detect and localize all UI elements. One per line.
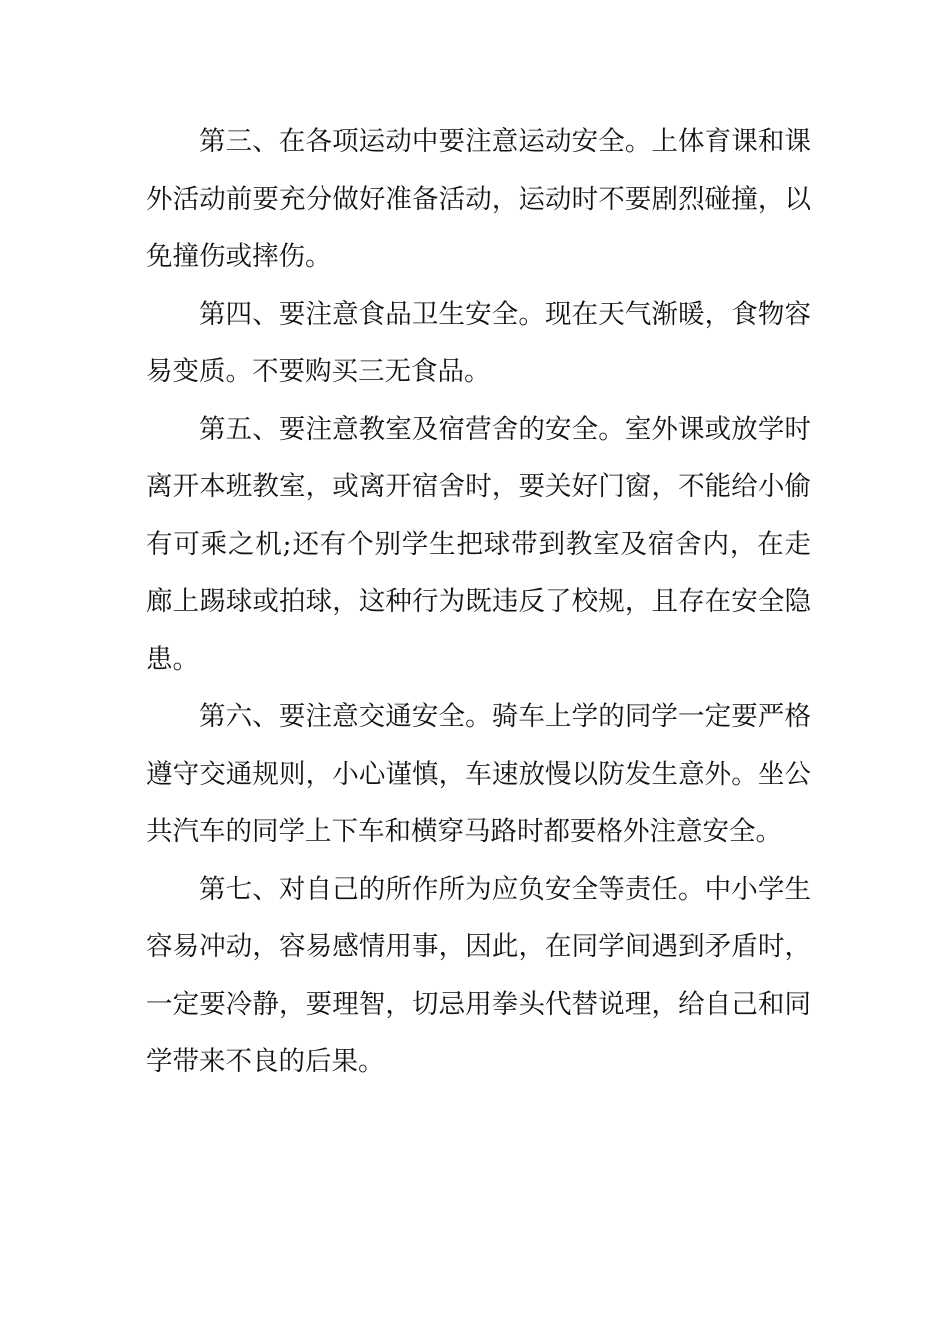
paragraph-traffic-safety: 第六、要注意交通安全。骑车上学的同学一定要严格遵守交通规则，小心谨慎，车速放慢以防发生意外。坐公共汽车的同学上下车和横穿马路时都要格外注意安全。 <box>146 701 811 847</box>
document-body <box>146 113 811 1091</box>
paragraph-classroom-dorm-safety: 第五、要注意教室及宿营舍的安全。室外课或放学时离开本班教室，或离开宿舍时，要关好门窗，不能给小偷有可乘之机;还有个别学生把球带到教室及宿舍内，在走廊上踢球或拍球，这种行为既违反了校规，且存在安全隐患。 <box>146 413 811 675</box>
paragraph-sports-safety: 第三、在各项运动中要注意运动安全。上体育课和课外活动前要充分做好准备活动，运动时不要剧烈碰撞，以免撞伤或摔伤。 <box>146 126 811 272</box>
paragraph-personal-responsibility: 第七、对自己的所作所为应负安全等责任。中小学生容易冲动，容易感情用事，因此，在同学间遇到矛盾时，一定要冷静，要理智，切忌用拳头代替说理，给自己和同学带来不良的后果。 <box>146 873 811 1077</box>
paragraph-food-safety: 第四、要注意食品卫生安全。现在天气渐暖，食物容易变质。不要购买三无食品。 <box>146 298 811 387</box>
